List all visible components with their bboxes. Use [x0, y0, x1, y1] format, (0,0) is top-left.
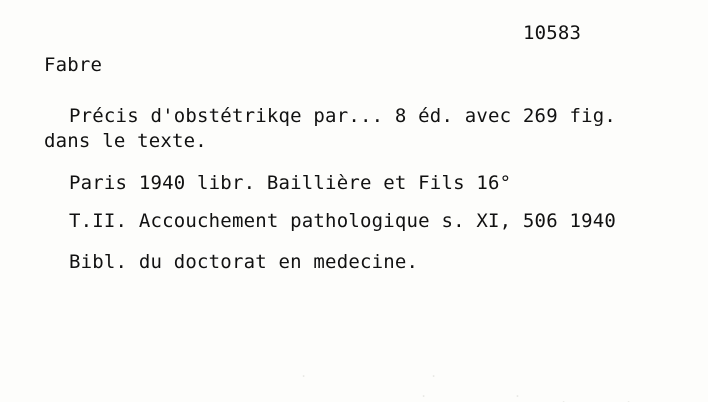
volume-line: T.II. Accouchement pathologique s. XI, 506 1940: [69, 210, 617, 232]
imprint-line: Paris 1940 libr. Baillière et Fils 16°: [69, 172, 512, 194]
show-through-texture: . .: [420, 386, 522, 400]
show-through-texture: . .: [300, 366, 438, 380]
show-through-texture: . .: [560, 392, 633, 402]
series-line: Bibl. du doctorat en medecine.: [69, 251, 419, 273]
author-name: Fabre: [44, 54, 103, 76]
title-line: Précis d'obstétrikqe par... 8 éd. avec 269 fig.: [69, 105, 617, 127]
catalog-number: 10583: [523, 22, 582, 44]
title-continuation-line: dans le texte.: [44, 130, 207, 152]
